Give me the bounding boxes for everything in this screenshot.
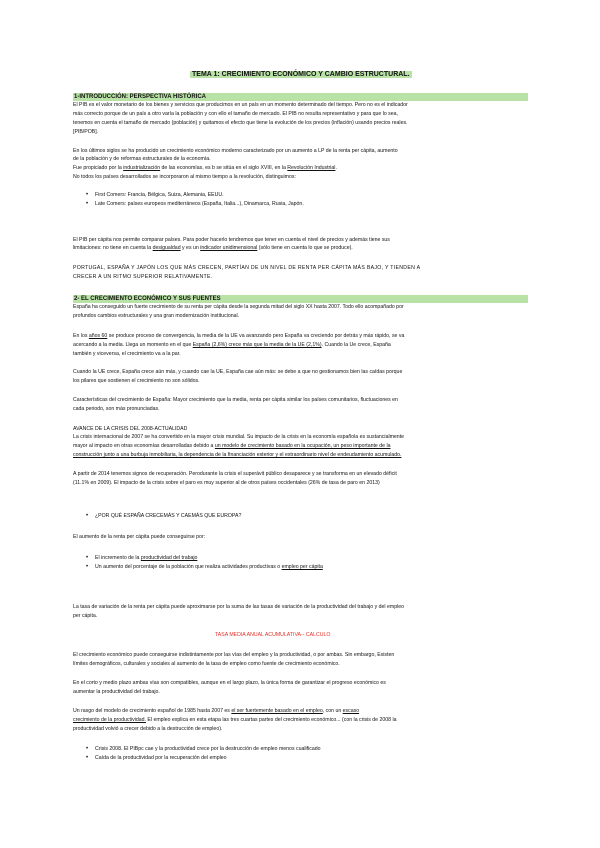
section-1-heading: 1-INTRODUCCIÓN: PERSPECTIVA HISTÓRICA (73, 93, 528, 101)
bullet-icon: • (86, 755, 89, 761)
document-title: TEMA 1: CRECIMIENTO ECONÓMICO Y CAMBIO ESTRUCTURAL. (192, 71, 410, 78)
text-run: El empleo explica en esta etapa las tres cuartas partes del crecimiento económico... (con la crisis de 2008 la (145, 717, 397, 723)
underlined-term: empleo per cápita (281, 564, 323, 570)
text-run: Un aumento del porcentaje de la población que realiza actividades productivas o (95, 564, 282, 570)
paragraph-line: de la población y de reformas estructurales de la economía. (73, 156, 211, 162)
paragraph-line (73, 442, 529, 450)
caps-line: CRECER A UN RITMO SUPERIOR RELATIVAMENTE. (73, 274, 213, 280)
underlined-term: el ser fuertemente basado en el empleo (231, 708, 323, 714)
underlined-term: crecimiento de la productividad. (73, 717, 146, 723)
list-item: Caída de la productividad por la recuperación del empleo (95, 755, 227, 761)
list-item (95, 554, 525, 562)
paragraph-line: también y viceversa, el crecimiento va a la par. (73, 351, 181, 357)
underlined-term: años 60 (88, 333, 108, 339)
text-run: de las economías, es b se sitúa en el siglo XVIII, en la (160, 165, 288, 171)
paragraph-line: En el corto y medio plazo ambas vías son compatibles, aunque en el largo plazo, la única forma de garantizar el progreso económico es (73, 680, 386, 686)
paragraph-line: No todos los países desarrollados se incorporaron al mismo tiempo a la revolución, distinguimos: (73, 174, 296, 180)
text-run: se produce proceso de convergencia, la media de la UE va avanzando pero España va creciendo por detrás y más rápido, se va (107, 333, 405, 339)
paragraph-line: El crecimiento económico puede conseguirse indistintamente por las vías del empleo y la productividad, o por ambas. Sin embargo, Existen (73, 652, 395, 658)
list-item (95, 563, 525, 571)
paragraph-line: El aumento de la renta per cápita puede conseguirse por: (73, 534, 206, 540)
paragraph-line: A partir de 2014 tenemos signos de recuperación. Perodurante la crisis el superávit público desaparece y se transforma en un elevado déficit (73, 471, 397, 477)
underlined-term: construcción junto a una burbuja inmobiliaria, la dependencia de la financiación exterior y el extraordinario nivel de endeudamiento acumulado. (73, 452, 402, 458)
text-run: y es un (180, 245, 201, 251)
paragraph-line: productividad volvió a crecer debido a la destrucción de empleo). (73, 726, 223, 732)
underlined-term: industrialización (123, 165, 161, 171)
text-run: , con un (322, 708, 343, 714)
bullet-icon: • (86, 746, 89, 752)
bullet-icon: • (86, 201, 89, 207)
paragraph-line: per cápita. (73, 613, 98, 619)
paragraph-line: En los últimos siglos se ha producido un crecimiento económico moderno caracterizado por un aumento a LP de la renta per cápita, aumento (73, 148, 398, 154)
paragraph-line (73, 341, 529, 349)
paragraph-line: El PIB es el valor monetario de los bienes y servicios que producimos en un país en un momento determinado del tiempo. Pero no es el indicador (73, 102, 408, 108)
paragraph-line: cada periodo, son más pronunciadas. (73, 406, 160, 412)
underlined-term: España (2,6%) crece más que la media de la UE (2,1%) (192, 342, 322, 348)
text-run: (sólo tiene en cuenta lo que se produce). (257, 245, 353, 251)
paragraph-line (73, 707, 529, 715)
paragraph-line: (11.1% en 2009). El impacto de la crisis sobre el paro es muy superior al de otros países occidentales (26% de tasa de paro en 2013) (73, 480, 380, 486)
bullet-icon: • (86, 564, 89, 570)
paragraph-line: España ha conseguido un fuerte crecimiento de su renta per cápita desde la segunda mitad del siglo XX hasta 2007. Todo ello acompañado por (73, 304, 404, 310)
text-run: Fue propiciado por la (73, 165, 124, 171)
paragraph-line: Cuando la UE crece, España crece aún más, y cuando cae la UE, España cae aún más: se debe a que no gestionamos bien las caídas porque (73, 369, 403, 375)
list-item: First Comers: Francia, Bélgica, Suiza, Alemania, EEUU. (95, 192, 224, 198)
red-heading: TASA MEDIA ANUAL ACUMULATIVA-- CALCULO (215, 632, 331, 638)
bullet-icon: • (86, 513, 89, 519)
underlined-term: Revolución Industrial (287, 165, 336, 171)
question-heading: ¿POR QUÉ ESPAÑA CRECEMÁS Y CAEMÁS QUE EUROPA? (95, 513, 242, 519)
text-run: Un rasgo del modelo de crecimiento español de 1985 hasta 2007 es (73, 708, 232, 714)
underlined-term: productividad del trabajo (140, 555, 198, 561)
text-run: En los (73, 333, 89, 339)
subheading-crisis: AVANCE DE LA CRISIS DEL 2008-ACTUALIDAD (73, 426, 188, 432)
paragraph-line: La tasa de variación de la renta per cápita puede aproximarse por la suma de las tasas de variación de la productividad del trabajo y del empleo (73, 604, 405, 610)
underlined-term: un modelo de crecimiento basado en la ocupación, un peso importante de la (214, 443, 391, 449)
paragraph-line: [PIB/POB]. (73, 129, 99, 135)
paragraph-line (73, 716, 529, 724)
underlined-term: desigualdad (152, 245, 181, 251)
text-run: mayor al impacto en otras economías desarrolladas debido a (73, 443, 215, 449)
section-2-heading: 2- EL CRECIMIENTO ECONÓMICO Y SUS FUENTES (73, 295, 528, 303)
paragraph-line: aumentar la productividad del trabajo. (73, 689, 160, 695)
paragraph-line: tenemos en cuenta el tamaño de mercado (población) y quitamos el efecto que tiene la evolución de los precios (inflación) usando precios reales. (73, 120, 408, 126)
bullet-icon: • (86, 555, 89, 561)
paragraph-line (73, 164, 529, 172)
paragraph-line: profundos cambios estructurales y una gran modernización institucional. (73, 313, 240, 319)
text-run: . Cuando la Ue crece, España (321, 342, 391, 348)
paragraph-line (73, 332, 529, 340)
paragraph-line: El PIB per cápita nos permite comparar países. Para poder hacerlo tendremos que tener en cuenta el nivel de precios y además tiene sus (73, 237, 390, 243)
paragraph-line: los pilares que sostienen el crecimiento no son sólidos. (73, 378, 200, 384)
list-item: Crisis 2008. El PIBpc cae y la productividad crece por la destrucción de empleo menos cualificado (95, 746, 321, 752)
paragraph-line (73, 244, 529, 252)
paragraph-line: Características del crecimiento de España: Mayor crecimiento que la media, renta per cápita similar los países comunitarios, fluctuaciones en (73, 397, 398, 403)
underlined-term: escaso (342, 708, 360, 714)
bullet-icon: • (86, 192, 89, 198)
list-item: Late Comers: países europeos mediterráneos (España, Italia...), Dinamarca, Rusia, Japón. (95, 201, 304, 207)
text-run: limitaciones: no tiene en cuenta la (73, 245, 153, 251)
paragraph-line: límites demográficos, culturales y sociales al aumento de la tasa de empleo como fuente de crecimiento económico. (73, 661, 340, 667)
paragraph-line (73, 451, 529, 459)
text-run: . (335, 165, 337, 171)
text-run: acercando a la media. Llega un momento en el que (73, 342, 193, 348)
text-run: El incremento de la (95, 555, 141, 561)
paragraph-line: La crisis internacional de 2007 se ha convertido en la mayor crisis mundial. Su impacto de la crisis en la economía española es sustancialmente (73, 434, 405, 440)
paragraph-line: más correcto porque de un país a otro varía la población y con ello el tamaño de mercado. El PIB no resulta representativo y para que lo sea, (73, 111, 398, 117)
caps-line: PORTUGAL, ESPAÑA Y JAPÓN LOS QUE MÁS CRECEN, PARTÍAN DE UN NIVEL DE RENTA PER CÁPITA MÁS BAJO, Y TIENDEN A (73, 265, 421, 271)
underlined-term: indicador unidimensional (200, 245, 258, 251)
